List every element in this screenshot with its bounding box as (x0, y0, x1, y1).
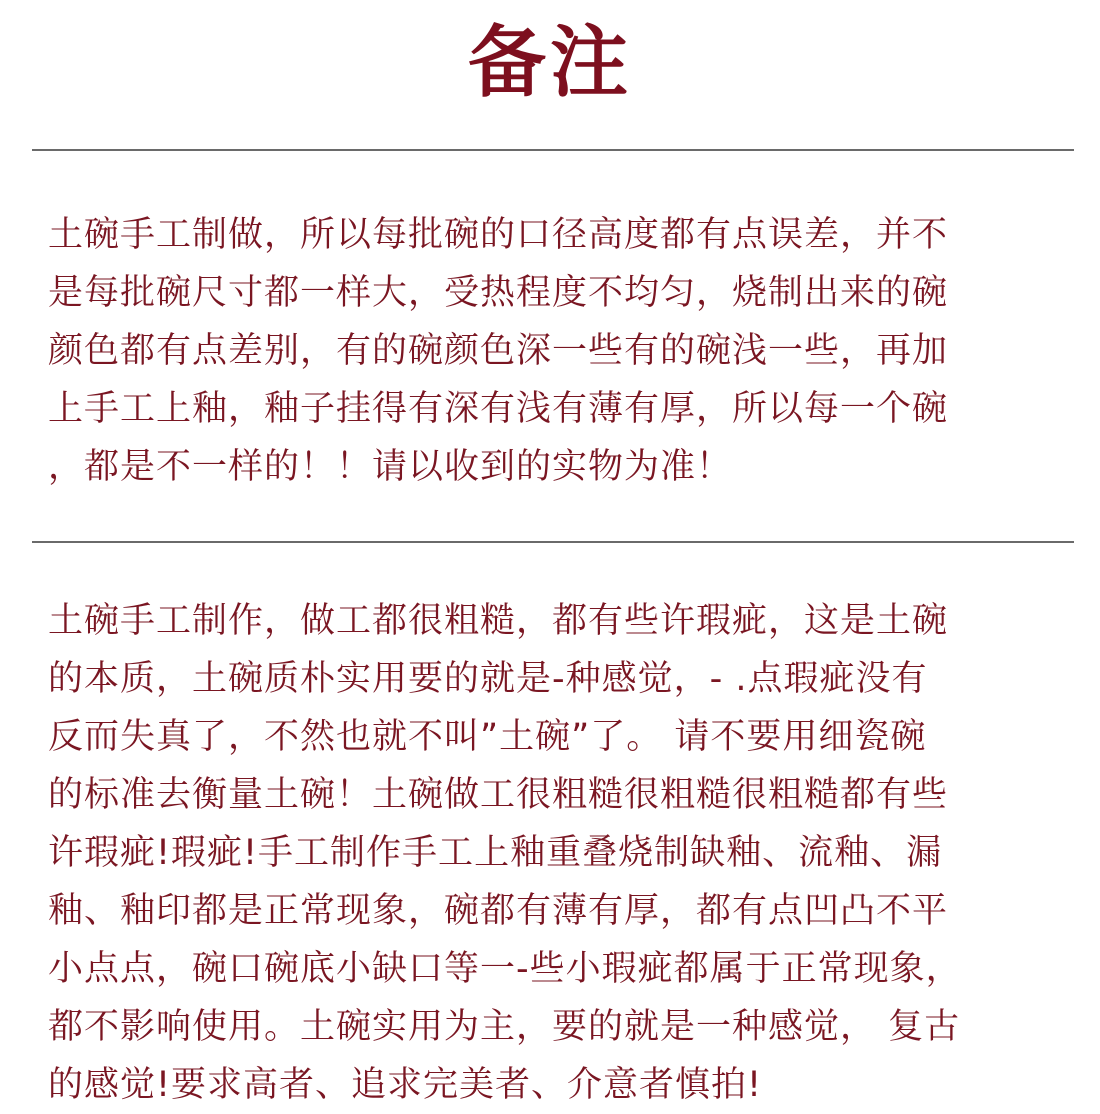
paragraph-line: 土碗手工制作，做工都很粗糙，都有些许瑕疵，这是土碗 (48, 601, 949, 641)
middle-divider (32, 541, 1074, 543)
paragraph-line: 颜色都有点差别，有的碗颜色深一些有的碗浅一些，再加 (48, 331, 949, 371)
page-title: 备注 (467, 18, 632, 108)
paragraph-line: 的本质，土碗质朴实用要的就是-种感觉，- .点瑕疵没有 (48, 659, 928, 699)
paragraph-line: 是每批碗尺寸都一样大，受热程度不均匀，烧制出来的碗 (48, 273, 949, 313)
top-divider (32, 149, 1074, 151)
paragraph-line: 许瑕疵!瑕疵!手工制作手工上釉重叠烧制缺釉、流釉、漏 (48, 833, 943, 873)
paragraph-line: 土碗手工制做，所以每批碗的口径高度都有点误差，并不 (48, 215, 949, 255)
paragraph-line: 小点点，碗口碗底小缺口等一-些小瑕疵都属于正常现象， (48, 949, 962, 989)
paragraph-line: 上手工上釉，釉子挂得有深有浅有薄有厚，所以每一个碗 (48, 389, 949, 429)
note-paragraph-size-color (48, 206, 1058, 496)
paragraph-line: 釉、釉印都是正常现象，碗都有薄有厚，都有点凹凸不平 (48, 891, 949, 931)
paragraph-line: ，都是不一样的！！请以收到的实物为准！ (48, 447, 733, 487)
note-paragraph-flaws (48, 592, 1058, 1114)
paragraph-line: 都不影响使用。土碗实用为主，要的就是一种感觉， 复古 (48, 1007, 961, 1047)
paragraph-line: 的感觉!要求高者、追求完美者、介意者慎拍! (48, 1065, 763, 1105)
paragraph-line: 反而失真了，不然也就不叫”土碗”了。 请不要用细瓷碗 (48, 717, 927, 757)
paragraph-line: 的标准去衡量土碗！土碗做工很粗糙很粗糙很粗糙都有些 (48, 775, 949, 815)
